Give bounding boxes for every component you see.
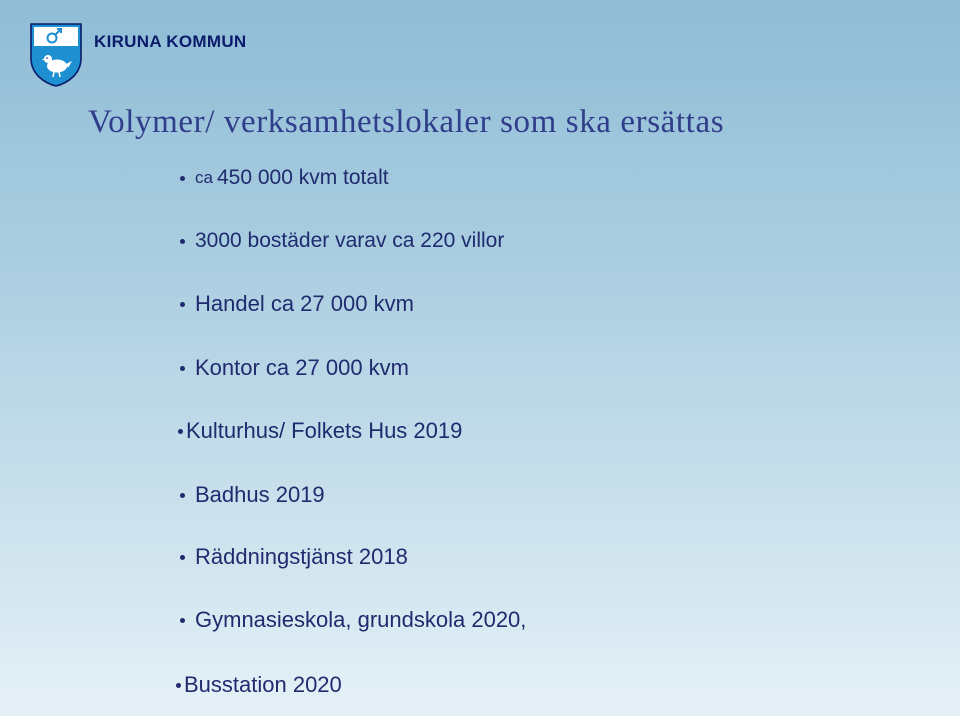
bullet-dot-icon [180, 618, 185, 623]
bullet-text: 3000 bostäder varav ca 220 villor [195, 229, 505, 252]
bullet-item [180, 227, 504, 255]
bullet-dot-icon [180, 493, 185, 498]
bullet-item [180, 354, 409, 382]
bullet-text: Räddningstjänst 2018 [195, 544, 408, 569]
bullet-dot-icon [180, 555, 185, 560]
bullet-item [178, 417, 462, 445]
bullet-dot-icon [178, 429, 183, 434]
bullet-text: Kontor ca 27 000 kvm [195, 355, 410, 380]
kiruna-crest-icon [28, 22, 84, 88]
slide-title: Volymer/ verksamhetslokaler som ska ersättas [88, 104, 725, 140]
organization-name: KIRUNA KOMMUN [94, 32, 247, 51]
bullet-item [180, 290, 414, 318]
bullet-text: Busstation 2020 [184, 672, 342, 697]
bullet-text: Handel ca 27 000 kvm [195, 291, 414, 316]
bullet-text: Badhus 2019 [195, 482, 325, 507]
bullet-dot-icon [180, 239, 185, 244]
bullet-text: 450 000 kvm totalt [216, 166, 389, 189]
bullet-dot-icon [180, 302, 185, 307]
bullet-prefix: ca [195, 168, 213, 187]
bullet-item [180, 481, 325, 509]
bullet-item [180, 543, 408, 571]
bullet-item [180, 164, 389, 192]
bullet-item [176, 671, 342, 699]
bullet-dot-icon [180, 366, 185, 371]
bullet-text: Kulturhus/ Folkets Hus 2019 [186, 418, 463, 443]
bullet-item [180, 606, 526, 634]
bullet-dot-icon [176, 683, 181, 688]
bullet-text: Gymnasieskola, grundskola 2020, [195, 607, 527, 632]
bullet-dot-icon [180, 176, 185, 181]
logo [28, 22, 246, 88]
